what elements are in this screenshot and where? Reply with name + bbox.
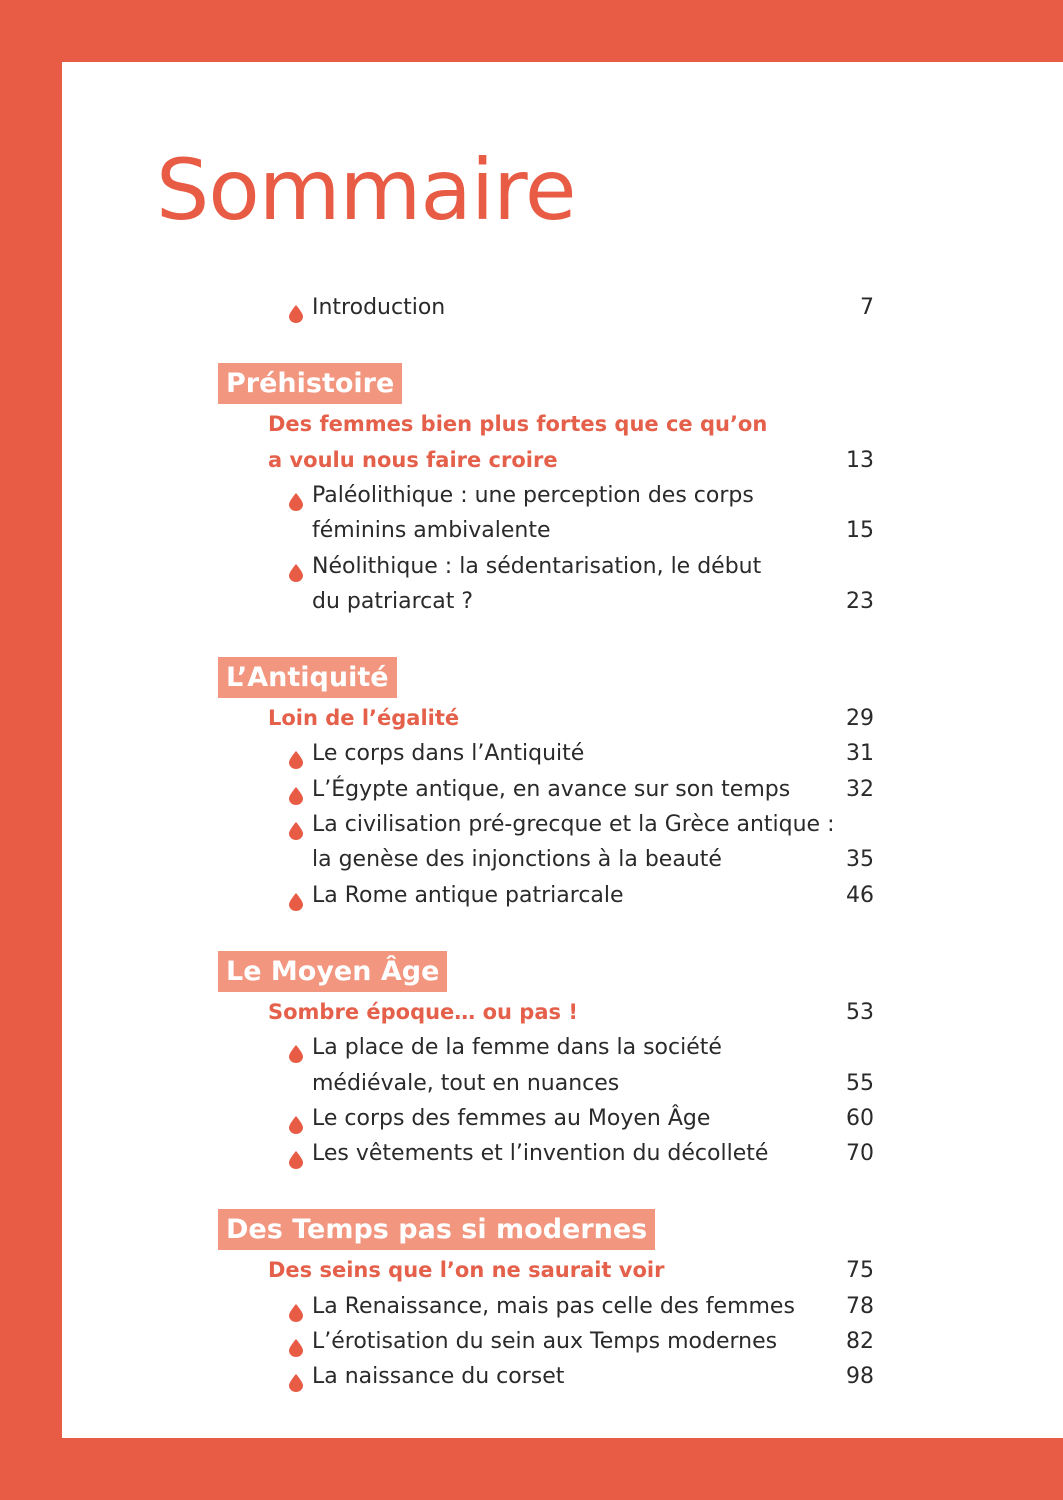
page-number: 46 [846, 882, 874, 908]
entry-title: L’érotisation du sein aux Temps modernes [312, 1329, 778, 1354]
toc-entry [62, 1030, 1063, 1065]
page-number: 29 [846, 706, 874, 732]
entry-title: Le corps dans l’Antiquité [312, 741, 585, 767]
drop-bullet-icon [289, 1145, 303, 1163]
toc-entry [62, 1136, 1063, 1171]
section-heading: Des Temps pas si modernes [218, 1209, 655, 1250]
drop-bullet-icon [289, 745, 303, 763]
drop-bullet-icon [289, 487, 303, 505]
toc-entry [62, 1289, 1063, 1324]
page-number: 60 [846, 1105, 874, 1131]
entry-title: du patriarcat ? [312, 588, 474, 614]
drop-bullet-icon [289, 816, 303, 834]
toc-entry [62, 1101, 1063, 1136]
page-number: 31 [846, 741, 874, 767]
toc-entry-continued [62, 584, 1063, 619]
entry-title: Des femmes bien plus fortes que ce qu’on [268, 412, 768, 437]
entry-title: féminins ambivalente [312, 518, 551, 544]
entry-title: Paléolithique : une perception des corps [312, 482, 754, 508]
entry-title: a voulu nous faire croire [268, 447, 558, 472]
toc-entry-introduction [62, 290, 1063, 325]
page-number: 53 [846, 999, 874, 1025]
entry-title: Introduction [312, 295, 446, 320]
section-heading: Préhistoire [218, 363, 402, 404]
drop-bullet-icon [289, 1039, 303, 1057]
entry-title: Loin de l’égalité [268, 706, 460, 731]
drop-bullet-icon [289, 1298, 303, 1316]
table-of-contents [62, 62, 1063, 1438]
chapter-heading [62, 701, 1063, 736]
section-heading: Le Moyen Âge [218, 951, 447, 992]
page-number: 82 [846, 1329, 874, 1354]
entry-title: médiévale, tout en nuances [312, 1070, 620, 1096]
page [62, 62, 1063, 1438]
toc-entry [62, 878, 1063, 913]
toc-entry-continued [62, 513, 1063, 548]
section-heading: L’Antiquité [218, 657, 397, 698]
toc-entry [62, 807, 1063, 842]
toc-entry-continued [62, 1066, 1063, 1101]
page-number: 78 [846, 1293, 874, 1319]
page-number: 35 [846, 847, 874, 873]
drop-bullet-icon [289, 1368, 303, 1386]
entry-title: La Renaissance, mais pas celle des femmes [312, 1293, 795, 1319]
toc-entry [62, 736, 1063, 771]
drop-bullet-icon [289, 887, 303, 905]
drop-bullet-icon [289, 1333, 303, 1351]
entry-title: La naissance du corset [312, 1364, 565, 1390]
page-number: 75 [846, 1258, 874, 1284]
page-number: 32 [846, 776, 874, 802]
entry-title: Néolithique : la sédentarisation, le début [312, 553, 762, 579]
drop-bullet-icon [289, 781, 303, 799]
page-number: 15 [846, 518, 874, 544]
entry-title: Sombre époque… ou pas ! [268, 999, 578, 1024]
chapter-heading-continued [62, 443, 1063, 478]
toc-entry-continued [62, 842, 1063, 877]
page-number: 70 [846, 1141, 874, 1167]
chapter-heading [62, 995, 1063, 1030]
chapter-heading [62, 1253, 1063, 1288]
toc-entry [62, 478, 1063, 513]
entry-title: Le corps des femmes au Moyen Âge [312, 1105, 711, 1131]
entry-title: Des seins que l’on ne saurait voir [268, 1258, 665, 1283]
drop-bullet-icon [289, 299, 303, 317]
drop-bullet-icon [289, 558, 303, 576]
entry-title: Les vêtements et l’invention du décolleté [312, 1141, 769, 1167]
toc-entry [62, 772, 1063, 807]
toc-entry [62, 1359, 1063, 1394]
page-number: 23 [846, 588, 874, 614]
entry-title: La civilisation pré-grecque et la Grèce antique : [312, 812, 835, 837]
entry-title: la genèse des injonctions à la beauté [312, 847, 722, 873]
chapter-heading [62, 407, 1063, 442]
drop-bullet-icon [289, 1110, 303, 1128]
entry-title: L’Égypte antique, en avance sur son temps [312, 776, 791, 802]
page-number: 98 [846, 1364, 874, 1390]
page-number: 13 [846, 447, 874, 473]
entry-title: La place de la femme dans la société [312, 1035, 722, 1061]
page-number: 55 [846, 1070, 874, 1096]
entry-title: La Rome antique patriarcale [312, 882, 624, 908]
page-number: 7 [860, 295, 874, 320]
page-title: Sommaire [156, 141, 576, 239]
toc-entry [62, 1324, 1063, 1359]
toc-entry [62, 549, 1063, 584]
